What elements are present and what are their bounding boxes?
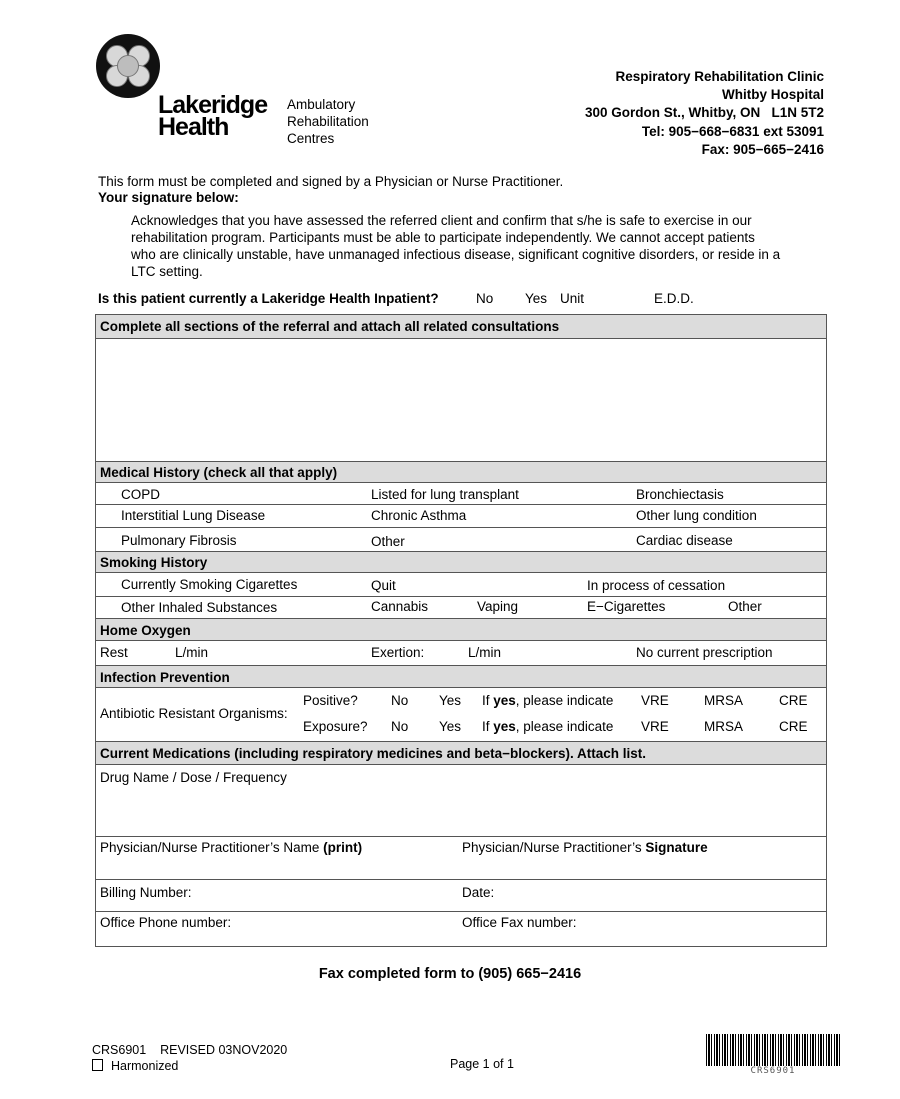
signoff-name-label[interactable]: Physician/Nurse Practitioner’s Name (print) [100,840,363,855]
aro-positive-vre[interactable]: VRE [641,693,669,708]
medical-chronic-asthma[interactable]: Chronic Asthma [371,508,467,523]
smoking-quit[interactable]: Quit [371,578,396,593]
inpatient-yes[interactable]: Yes [525,291,548,306]
smoking-vaping[interactable]: Vaping [477,599,519,614]
medical-lung-transplant[interactable]: Listed for lung transplant [371,487,519,502]
aro-label: Antibiotic Resistant Organisms: [100,706,288,721]
meds-drug-label: Drug Name / Dose / Frequency [100,770,287,785]
meds-entry-area[interactable] [100,789,820,833]
smoking-other[interactable]: Other [728,599,762,614]
clinic-address: Respiratory Rehabilitation Clinic Whitby Hospital 300 Gordon St., Whitby, ON L1N 5T2 Tel: 905−668−6831 ext 53091 Fax: 905−665−2416 [584,69,824,157]
oxygen-rest-field[interactable]: L/min [175,645,209,660]
inpatient-no[interactable]: No [476,291,494,306]
aro-positive-no[interactable]: No [391,693,409,708]
section-meds-header: Current Medications (including respiratory medicines and beta−blockers). Attach list. [96,741,826,765]
referral-details-area[interactable] [100,341,820,459]
medical-copd[interactable]: COPD [121,487,161,502]
smoking-current[interactable]: Currently Smoking Cigarettes [121,577,298,592]
barcode-label: CRS6901 [750,1066,796,1076]
medical-bronchiectasis[interactable]: Bronchiectasis [636,487,724,502]
intro-text: This form must be completed and signed by a Physician or Nurse Practitioner. Your signature below: [98,174,564,205]
date-field[interactable]: Date: [462,885,495,900]
aro-positive-indicate: If yes, please indicate [482,693,614,708]
inpatient-edd[interactable]: E.D.D. [654,291,694,306]
logo-brand: Lakeridge Health [158,91,268,141]
medical-cardiac[interactable]: Cardiac disease [636,533,733,548]
smoking-ecigarettes[interactable]: E−Cigarettes [587,599,666,614]
page-number: Page 1 of 1 [450,1057,514,1071]
harmonized-checkbox[interactable] [92,1059,103,1071]
office-phone-field[interactable]: Office Phone number: [100,915,232,930]
aro-positive-mrsa[interactable]: MRSA [704,693,744,708]
inpatient-unit[interactable]: Unit [560,291,585,306]
smoking-other-inhaled[interactable]: Other Inhaled Substances [121,600,278,615]
billing-number-field[interactable]: Billing Number: [100,885,192,900]
acknowledgement-text: Acknowledges that you have assessed the referred client and confirm that s/he is safe to exercise in our rehabilitation program. Participants must be able to participate independently. We cannot accept patients who are clinically unstable, have unmanaged infectious disease, significant cognitive disorders, or reside in a LTC setting. [131,213,781,279]
section-oxygen-header: Home Oxygen [96,618,826,641]
referral-form [95,314,827,947]
lakeridge-logo-mark [96,34,160,98]
aro-exposure-cre[interactable]: CRE [779,719,808,734]
section-complete-header: Complete all sections of the referral and attach all related consultations [96,315,826,339]
aro-exposure-mrsa[interactable]: MRSA [704,719,744,734]
fax-instruction: Fax completed form to (905) 665−2416 [318,966,582,982]
logo-subtitle: Ambulatory Rehabilitation Centres [287,97,369,146]
barcode [706,1034,840,1066]
medical-other-lung[interactable]: Other lung condition [636,508,757,523]
aro-exposure-vre[interactable]: VRE [641,719,669,734]
oxygen-no-prescription[interactable]: No current prescription [636,645,773,660]
oxygen-rest-label: Rest [100,645,128,660]
signoff-signature-label[interactable]: Physician/Nurse Practitioner’s Signature [462,840,708,855]
smoking-cannabis[interactable]: Cannabis [371,599,429,614]
smoking-cessation[interactable]: In process of cessation [587,578,726,593]
aro-exposure-no[interactable]: No [391,719,409,734]
office-fax-field[interactable]: Office Fax number: [462,915,577,930]
medical-pulmonary-fibrosis[interactable]: Pulmonary Fibrosis [121,533,237,548]
oxygen-exertion-field[interactable]: L/min [468,645,502,660]
medical-other[interactable]: Other [371,534,405,549]
aro-positive-yes[interactable]: Yes [439,693,462,708]
aro-positive-cre[interactable]: CRE [779,693,808,708]
medical-interstitial[interactable]: Interstitial Lung Disease [121,508,266,523]
aro-positive-label: Positive? [303,693,358,708]
section-infection-header: Infection Prevention [96,665,826,688]
section-smoking-header: Smoking History [96,551,826,573]
section-medical-header: Medical History (check all that apply) [96,461,826,483]
inpatient-question: Is this patient currently a Lakeridge Health Inpatient? No Yes Unit E.D.D. [98,291,694,306]
aro-exposure-indicate: If yes, please indicate [482,719,614,734]
oxygen-exertion-label: Exertion: [371,645,425,660]
aro-exposure-label: Exposure? [303,719,368,734]
aro-exposure-yes[interactable]: Yes [439,719,462,734]
footer-info: CRS6901 REVISED 03NOV2020 Harmonized [92,1043,288,1073]
